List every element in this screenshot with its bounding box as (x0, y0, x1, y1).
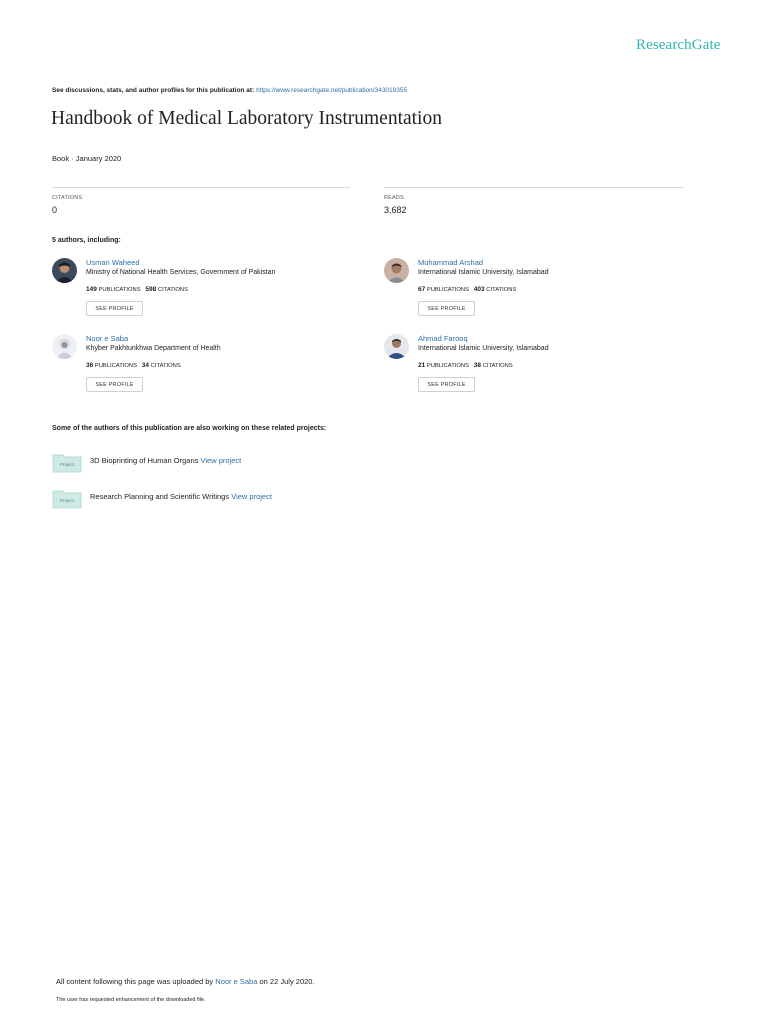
citations-label: CITATIONS (486, 287, 517, 293)
project-folder-icon (52, 453, 82, 473)
reads-divider (384, 187, 684, 188)
publications-count: 21 (418, 362, 426, 369)
publication-url-link[interactable]: https://www.researchgate.net/publication/343019355 (256, 87, 408, 94)
citations-label: CITATIONS (150, 363, 181, 369)
citations-label: CITATIONS (157, 287, 188, 293)
project-item (52, 489, 452, 517)
citations-count: 598 (145, 286, 157, 293)
citations-count: 403 (473, 286, 485, 293)
avatar[interactable] (52, 258, 77, 283)
reads-value: 3,682 (384, 205, 407, 215)
author-name-link[interactable]: Ahmad Farooq (418, 334, 468, 343)
author-stats (418, 286, 516, 293)
publications-count: 149 (86, 286, 97, 293)
upload-suffix: on 22 July 2020. (259, 977, 315, 986)
publication-meta (52, 154, 121, 163)
meta-separator: · (69, 154, 76, 163)
author-name-link[interactable]: Usman Waheed (86, 258, 140, 267)
citations-label: CITATIONS (52, 195, 83, 201)
see-profile-button[interactable]: SEE PROFILE (86, 301, 143, 316)
project-name: 3D Bioprinting of Human Organs (90, 456, 199, 465)
publication-title: Handbook of Medical Laboratory Instrumentation (51, 108, 442, 129)
upload-notice (56, 977, 315, 986)
view-project-link[interactable]: View project (231, 492, 272, 501)
author-institution: Khyber Pakhtunkhwa Department of Health (86, 345, 221, 352)
discussions-text: See discussions, stats, and author profiles for this publication at: (52, 87, 255, 94)
project-name: Research Planning and Scientific Writings (90, 492, 230, 501)
person-photo-icon (52, 258, 77, 283)
project-folder-icon (52, 489, 82, 509)
project-item (52, 453, 452, 481)
see-profile-button[interactable]: SEE PROFILE (86, 377, 143, 392)
person-photo-icon (52, 334, 77, 359)
author-card (384, 334, 704, 404)
author-card (52, 334, 372, 404)
publications-count: 67 (418, 286, 426, 293)
authors-heading: 5 authors, including: (52, 237, 121, 244)
publications-label: PUBLICATIONS (426, 287, 469, 293)
avatar[interactable] (384, 334, 409, 359)
publications-count: 36 (86, 362, 94, 369)
person-photo-icon (384, 334, 409, 359)
publications-label: PUBLICATIONS (98, 287, 141, 293)
project-text (90, 456, 241, 465)
author-stats (86, 362, 181, 369)
author-name-link[interactable]: Noor e Saba (86, 334, 129, 343)
person-photo-icon (384, 258, 409, 283)
author-stats (86, 286, 188, 293)
project-text (90, 492, 272, 501)
researchgate-logo[interactable]: ResearchGate (636, 37, 721, 53)
upload-prefix: All content following this page was uploaded by (56, 977, 214, 986)
author-stats (418, 362, 513, 369)
citations-count: 38 (473, 362, 482, 369)
author-name-link[interactable]: Muhammad Arshad (418, 258, 484, 267)
view-project-link[interactable]: View project (200, 456, 242, 465)
author-institution: International Islamic University, Islamabad (418, 345, 549, 352)
enhancement-note: The user has requested enhancement of the downloaded file. (56, 997, 206, 1003)
author-card (384, 258, 704, 328)
author-institution: International Islamic University, Islamabad (418, 269, 549, 276)
citations-count: 34 (141, 362, 150, 369)
reads-label: READS (384, 195, 404, 201)
citations-label: CITATIONS (482, 363, 513, 369)
publications-label: PUBLICATIONS (426, 363, 469, 369)
author-card (52, 258, 372, 328)
publication-date: January 2020 (75, 154, 122, 163)
citations-value: 0 (52, 205, 58, 215)
projects-heading: Some of the authors of this publication are also working on these related projects: (52, 425, 327, 432)
project-icon-label: Project (59, 462, 75, 467)
citations-divider (52, 187, 350, 188)
project-icon-label: Project (59, 498, 75, 503)
avatar[interactable] (384, 258, 409, 283)
author-institution: Ministry of National Health Services, Government of Pakistan (86, 269, 276, 276)
avatar[interactable] (52, 334, 77, 359)
publication-type: Book (52, 154, 70, 163)
publications-label: PUBLICATIONS (94, 363, 137, 369)
uploader-link[interactable]: Noor e Saba (215, 977, 258, 986)
see-profile-button[interactable]: SEE PROFILE (418, 377, 475, 392)
discussions-line (52, 87, 407, 94)
see-profile-button[interactable]: SEE PROFILE (418, 301, 475, 316)
